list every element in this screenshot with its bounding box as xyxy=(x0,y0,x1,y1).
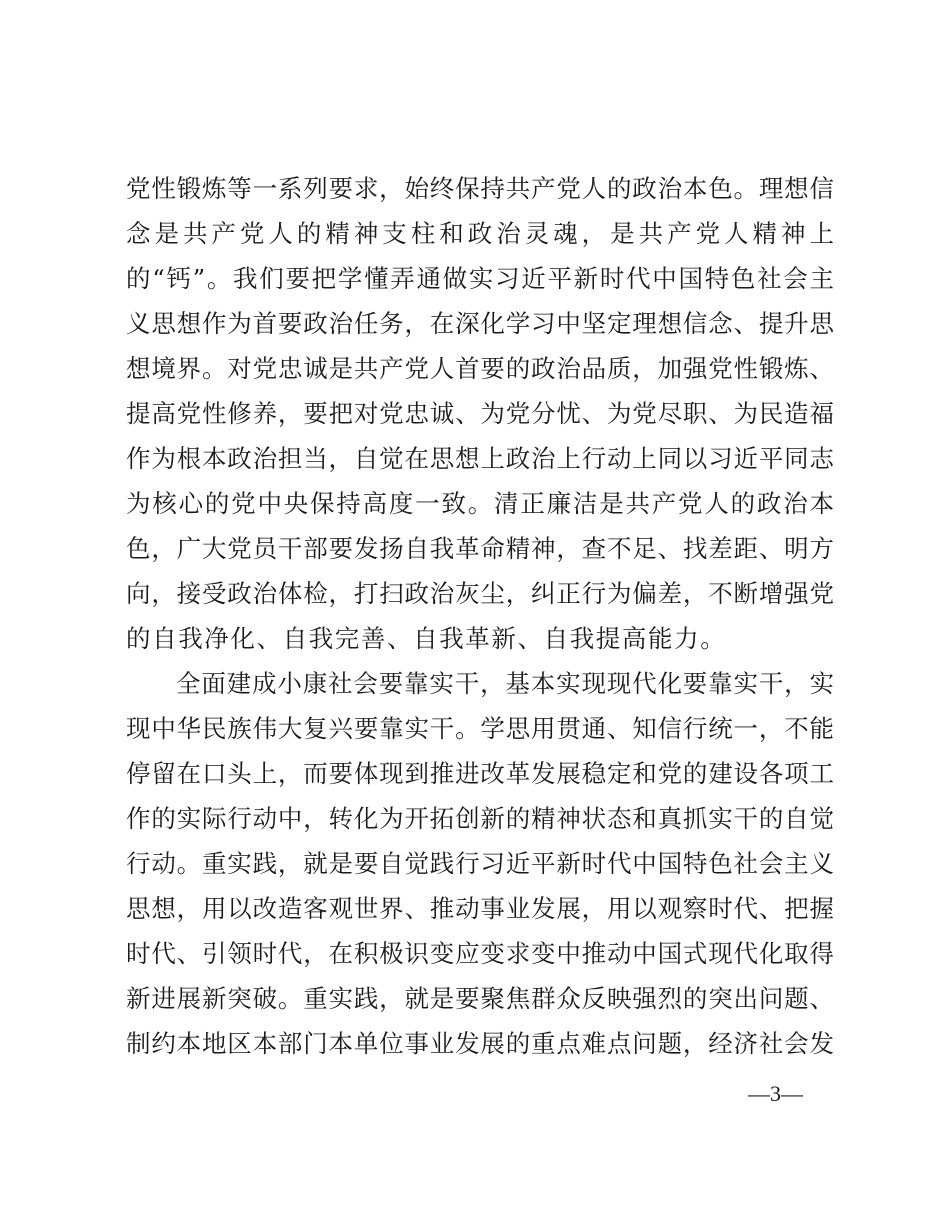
paragraph-1-line-5: 想境界。对党忠诚是共产党人首要的政治品质，加强党性锻炼、 xyxy=(126,354,834,383)
paragraph-1-line-9: 色，广大党员干部要发扬自我革命精神，查不足、找差距、明方 xyxy=(126,534,834,563)
paragraph-1-line-8: 为核心的党中央保持高度一致。清正廉洁是共产党人的政治本 xyxy=(126,489,834,518)
paragraph-2-line-5: 行动。重实践，就是要自觉践行习近平新时代中国特色社会主义 xyxy=(126,849,834,878)
paragraph-2-line-1: 全面建成小康社会要靠实干，基本实现现代化要靠实干，实 xyxy=(176,669,834,698)
paragraph-1-line-1: 党性锻炼等一系列要求，始终保持共产党人的政治本色。理想信 xyxy=(126,174,834,203)
paragraph-1-line-6: 提高党性修养，要把对党忠诚、为党分忧、为党尽职、为民造福 xyxy=(126,399,834,428)
paragraph-2-line-4: 作的实际行动中，转化为开拓创新的精神状态和真抓实干的自觉 xyxy=(126,804,834,833)
paragraph-1-line-4: 义思想作为首要政治任务，在深化学习中坚定理想信念、提升思 xyxy=(126,309,834,338)
paragraph-2-line-9: 制约本地区本部门本单位事业发展的重点难点问题，经济社会发 xyxy=(126,1029,834,1058)
paragraph-1-line-3: 的“钙”。我们要把学懂弄通做实习近平新时代中国特色社会主 xyxy=(126,264,834,293)
paragraph-1-line-10: 向，接受政治体检，打扫政治灰尘，纠正行为偏差，不断增强党 xyxy=(126,579,834,608)
paragraph-2-line-7: 时代、引领时代，在积极识变应变求变中推动中国式现代化取得 xyxy=(126,939,834,968)
paragraph-1-line-7: 作为根本政治担当，自觉在思想上政治上行动上同以习近平同志 xyxy=(126,444,834,473)
paragraph-2-line-3: 停留在口头上，而要体现到推进改革发展稳定和党的建设各项工 xyxy=(126,759,834,788)
paragraph-1-line-11: 的自我净化、自我完善、自我革新、自我提高能力。 xyxy=(126,624,727,653)
paragraph-1-line-2: 念是共产党人的精神支柱和政治灵魂，是共产党人精神上 xyxy=(126,219,834,248)
paragraph-2-line-2: 现中华民族伟大复兴要靠实干。学思用贯通、知信行统一，不能 xyxy=(126,714,834,743)
page-number: —3— xyxy=(748,1081,803,1106)
paragraph-2-line-8: 新进展新突破。重实践，就是要聚焦群众反映强烈的突出问题、 xyxy=(126,984,834,1013)
paragraph-2-line-6: 思想，用以改造客观世界、推动事业发展，用以观察时代、把握 xyxy=(126,894,834,923)
